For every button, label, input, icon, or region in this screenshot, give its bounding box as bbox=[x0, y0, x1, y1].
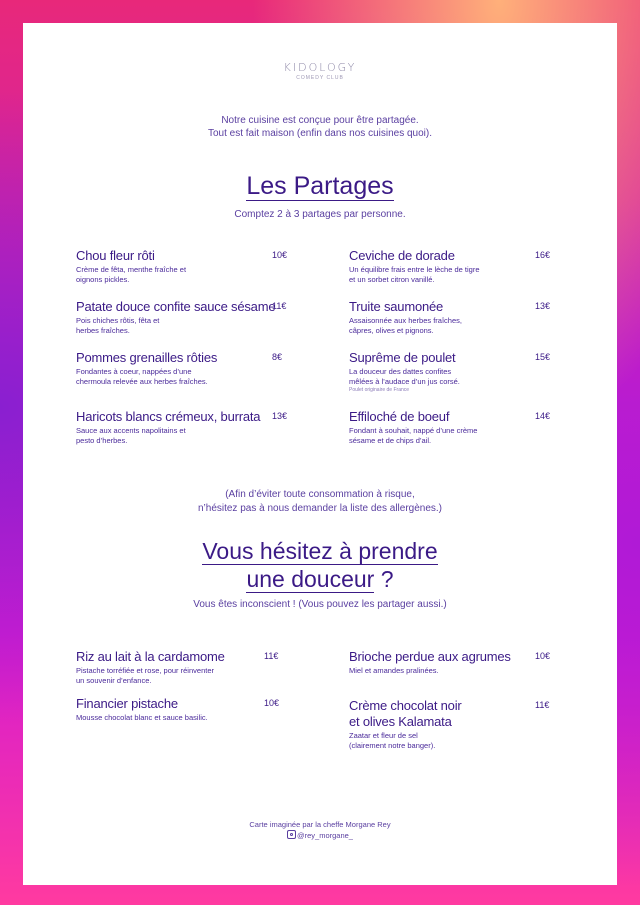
item-price: 10€ bbox=[272, 250, 288, 260]
item-desc: Miel et amandes pralinées. bbox=[349, 666, 439, 675]
intro-line-2: Tout est fait maison (enfin dans nos cuisines quoi). bbox=[207, 128, 432, 139]
item-name: Effiloché de boeuf bbox=[349, 409, 450, 424]
item-price: 11€ bbox=[535, 700, 550, 710]
item-desc: La douceur des dattes confites mêlées à l’audace d’un jus corsé. bbox=[349, 367, 460, 386]
intro-line-1: Notre cuisine est conçue pour être partagée. bbox=[221, 115, 419, 126]
brand-tagline: COMEDY CLUB bbox=[296, 75, 344, 81]
item-price: 10€ bbox=[264, 698, 280, 708]
menu-card bbox=[23, 23, 617, 885]
item-desc: Pois chiches rôtis, fêta et herbes fraîches. bbox=[76, 316, 160, 335]
menu-item bbox=[76, 350, 296, 386]
douceurs-subtitle: Vous êtes inconscient ! (Vous pouvez les partager aussi.) bbox=[193, 599, 447, 610]
douceurs-title: Vous hésitez à prendre une douceur ? bbox=[202, 538, 438, 592]
item-price: 11€ bbox=[272, 301, 287, 311]
item-desc: Fondantes à coeur, nappées d’une chermoula relevée aux herbes fraîches. bbox=[76, 367, 208, 386]
item-name: Pommes grenailles rôties bbox=[76, 350, 218, 365]
logo bbox=[23, 61, 617, 81]
item-desc: Fondant à souhait, nappé d’une crème sésame et de chips d’ail. bbox=[349, 426, 478, 445]
chef-credit: Carte imaginée par la cheffe Morgane Rey bbox=[249, 820, 391, 829]
instagram-handle[interactable]: @rey_morgane_ bbox=[297, 831, 353, 840]
item-desc: Pistache torréfiée et rose, pour réinventer un souvenir d’enfance. bbox=[76, 666, 214, 685]
item-name: Haricots blancs crémeux, burrata bbox=[76, 409, 261, 424]
menu-item bbox=[76, 299, 296, 335]
item-price: 13€ bbox=[535, 301, 551, 311]
partages-subtitle: Comptez 2 à 3 partages par personne. bbox=[234, 209, 406, 220]
item-desc: Sauce aux accents napolitains et pesto d’herbes. bbox=[76, 426, 186, 445]
item-price: 15€ bbox=[535, 352, 551, 362]
item-desc: Un équilibre frais entre le lèche de tigre et un sorbet citron vanillé. bbox=[349, 265, 480, 284]
partages-title: Les Partages bbox=[246, 172, 394, 200]
allergen-line-1: (Afin d’éviter toute consommation à risque, bbox=[225, 489, 415, 500]
item-name: Riz au lait à la cardamome bbox=[76, 649, 225, 664]
item-name-2: et olives Kalamata bbox=[349, 714, 452, 729]
item-price: 16€ bbox=[535, 250, 551, 260]
instagram-icon bbox=[287, 830, 296, 839]
item-name: Chou fleur rôti bbox=[76, 248, 155, 263]
item-desc: Zaatar et fleur de sel (clairement notre banger). bbox=[349, 731, 436, 750]
menu-item bbox=[76, 409, 296, 445]
item-note: Poulet originaire de France bbox=[349, 387, 410, 393]
brand-name: KIDOLOGY bbox=[283, 61, 357, 74]
item-name: Financier pistache bbox=[76, 696, 178, 711]
item-name: Brioche perdue aux agrumes bbox=[349, 649, 511, 664]
item-name: Truite saumonée bbox=[349, 299, 444, 314]
intro-text bbox=[23, 114, 617, 140]
item-price: 8€ bbox=[272, 352, 283, 362]
item-name: Crème chocolat noir bbox=[349, 698, 462, 713]
item-desc: Crème de fêta, menthe fraîche et oignons pickles. bbox=[76, 265, 187, 284]
item-price: 14€ bbox=[535, 411, 551, 421]
item-name: Ceviche de dorade bbox=[349, 248, 455, 263]
menu-item bbox=[76, 248, 296, 284]
allergen-note bbox=[23, 488, 617, 516]
item-name: Patate douce confite sauce sésame bbox=[76, 299, 276, 314]
item-desc: Mousse chocolat blanc et sauce basilic. bbox=[76, 713, 208, 722]
item-price: 13€ bbox=[272, 411, 288, 421]
instagram-link[interactable] bbox=[23, 830, 617, 841]
item-price: 10€ bbox=[535, 651, 551, 661]
item-name: Suprême de poulet bbox=[349, 350, 456, 365]
footer bbox=[23, 820, 617, 841]
dessert-item bbox=[76, 696, 296, 723]
item-desc: Assaisonnée aux herbes fraîches, câpres, olives et pignons. bbox=[349, 316, 462, 335]
allergen-line-2: n’hésitez pas à nous demander la liste des allergènes.) bbox=[197, 503, 443, 514]
item-price: 11€ bbox=[264, 651, 279, 661]
dessert-item bbox=[76, 649, 296, 685]
